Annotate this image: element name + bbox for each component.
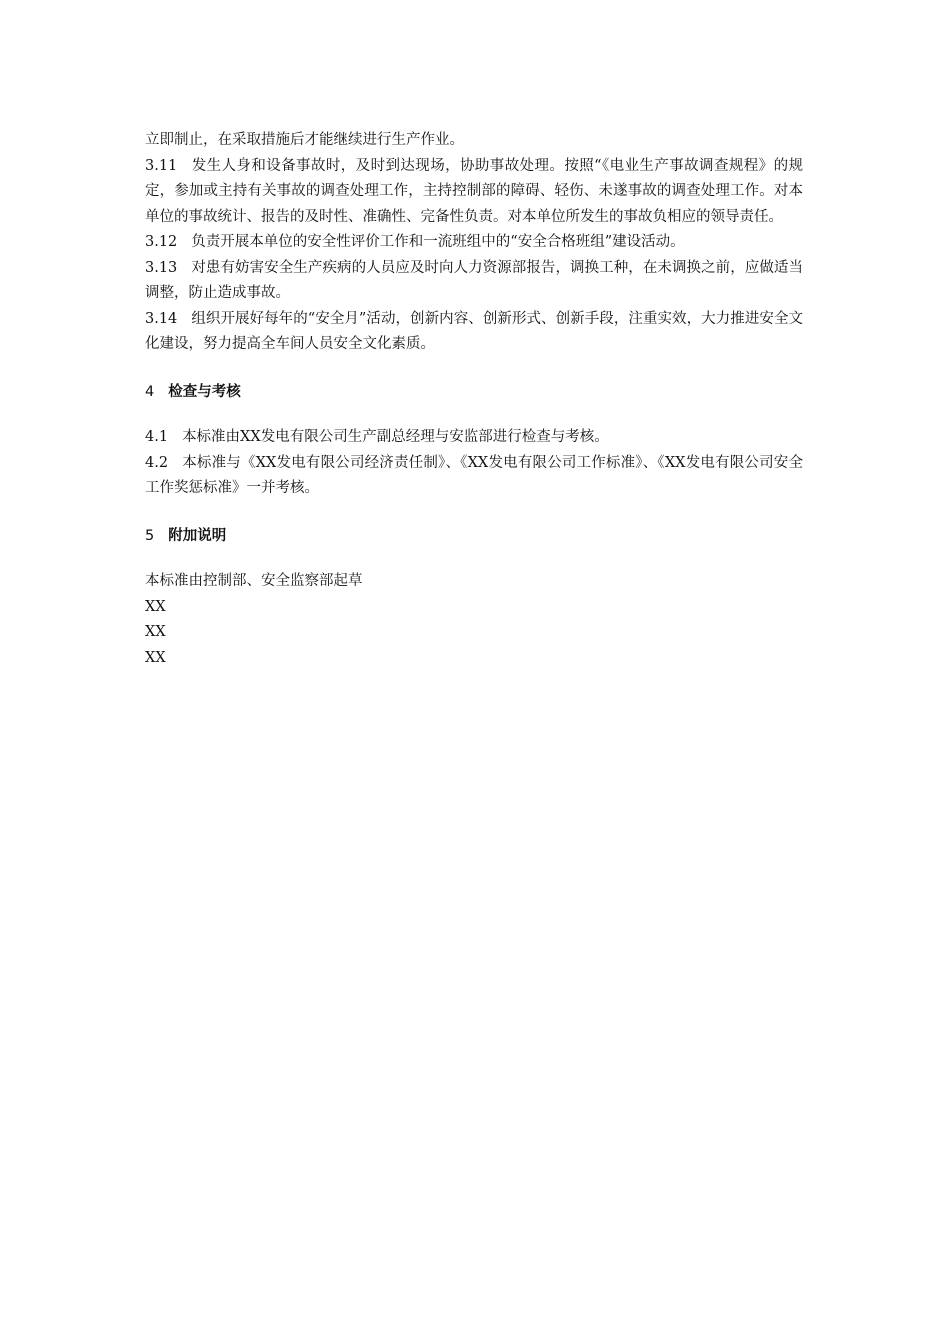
clause-text: 对患有妨害安全生产疾病的人员应及时向人力资源部报告，调换工种，在未调换之前，应做适当调整，防止造成事故。 xyxy=(145,259,803,301)
clause-text: 本标准由XX发电有限公司生产副总经理与安监部进行检查与考核。 xyxy=(182,429,609,445)
section-title: 附加说明 xyxy=(168,527,227,544)
clause-3-11 xyxy=(145,154,803,231)
clause-text: 发生人身和设备事故时，及时到达现场，协助事故处理。按照“《电业生产事故调查规程》的规定，参加或主持有关事故的调查处理工作，主持控制部的障碍、轻伤、未遂事故的调查处理工作。对本单位的事故统计、报告的及时性、准确性、完备性负责。对本单位所发生的事故负相应的领导责任。 xyxy=(145,157,803,225)
section3-intro: 立即制止，在采取措施后才能继续进行生产作业。 xyxy=(145,132,464,148)
signature-line: XX xyxy=(145,649,166,666)
clause-text: 负责开展本单位的安全性评价工作和一流班组中的“安全合格班组”建设活动。 xyxy=(191,234,685,250)
clause-3-12 xyxy=(145,230,803,256)
clause-number: 4.1 xyxy=(145,429,169,445)
clause-3-14 xyxy=(145,307,803,358)
clause-text: 组织开展好每年的“安全月”活动，创新内容、创新形式、创新手段，注重实效，大力推进安全文化建设，努力提高全车间人员安全文化素质。 xyxy=(145,310,803,352)
section5-heading xyxy=(145,524,803,550)
clause-number: 4.2 xyxy=(145,454,169,471)
drafting-note: 本标准由控制部、安全监察部起草 xyxy=(145,573,363,589)
clause-number: 3.12 xyxy=(145,234,178,250)
document-page xyxy=(145,128,803,671)
clause-number: 3.13 xyxy=(145,259,178,276)
clause-text: 本标准与《XX发电有限公司经济责任制》、《XX发电有限公司工作标准》、《XX发电有限公司安全工作奖惩标准》一并考核。 xyxy=(145,454,803,496)
signature-line: XX xyxy=(145,598,166,615)
section-title: 检查与考核 xyxy=(168,383,241,400)
clause-4-2 xyxy=(145,451,803,502)
signature-line: XX xyxy=(145,624,166,640)
clause-4-1 xyxy=(145,425,803,451)
clause-number: 3.14 xyxy=(145,310,178,327)
section-number: 5 xyxy=(145,527,155,544)
clause-3-13 xyxy=(145,256,803,307)
section4-heading xyxy=(145,380,803,406)
clause-number: 3.11 xyxy=(145,157,178,174)
section-number: 4 xyxy=(145,383,155,400)
